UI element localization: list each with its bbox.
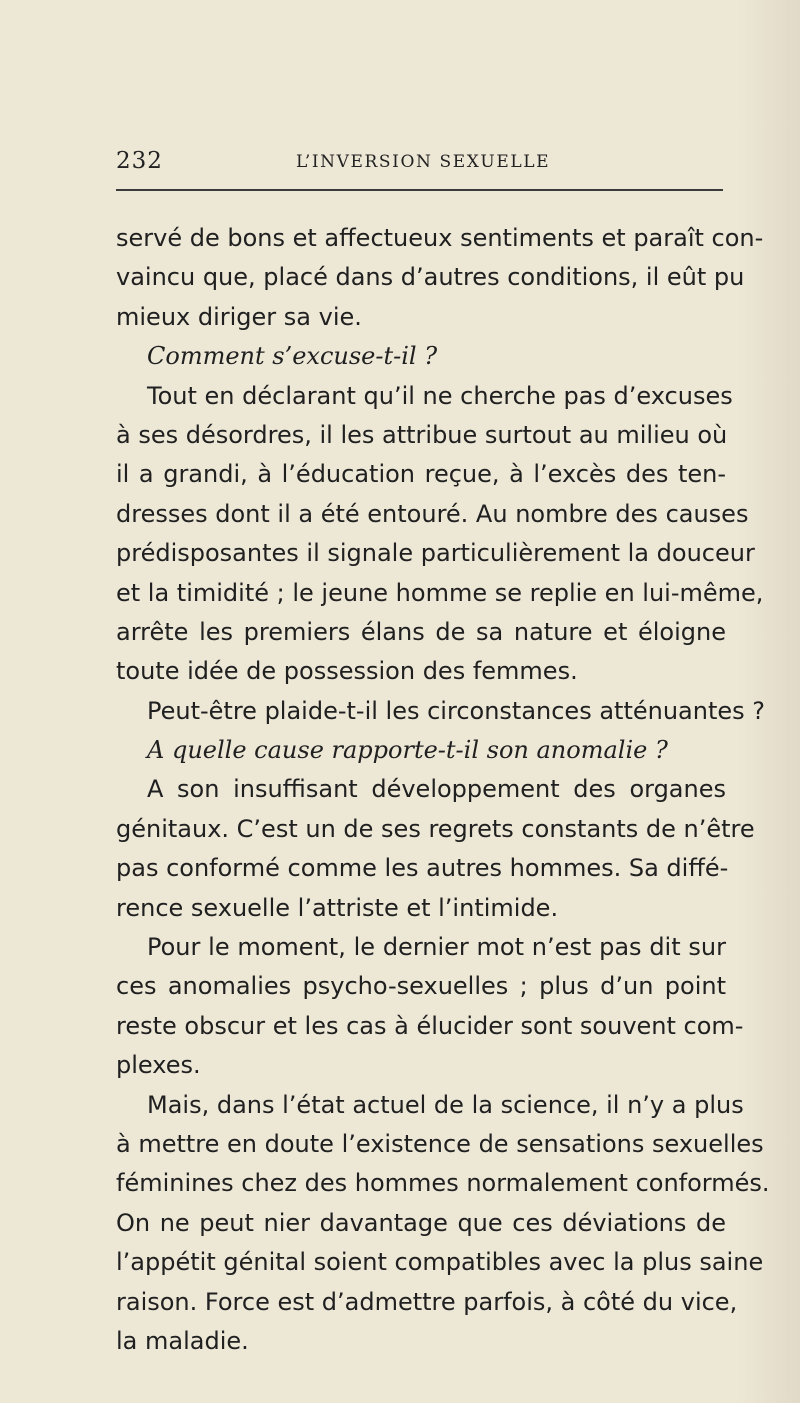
text-line: féminines chez des hommes normalement conformés. — [116, 1169, 770, 1198]
text-line: prédisposantes il signale particulièrement la douceur — [116, 539, 755, 568]
text-line: à mettre en doute l’existence de sensations sexuelles — [116, 1129, 764, 1158]
text-line: Mais, dans l’état actuel de la science, il n’y a plus — [147, 1090, 744, 1119]
text-line: A quelle cause rapporte-t-il son anomalie ? — [147, 736, 668, 765]
running-title: L’INVERSION SEXUELLE — [296, 152, 551, 172]
header-rule — [116, 189, 723, 191]
text-line: Comment s’excuse-t-il ? — [147, 342, 438, 371]
text-line: Peut-être plaide-t-il les circonstances atténuantes ? — [147, 696, 766, 725]
text-line: toute idée de possession des femmes. — [116, 657, 578, 686]
text-line: On ne peut nier davantage que ces déviations de — [116, 1208, 726, 1237]
text-line: génitaux. C’est un de ses regrets constants de n’être — [116, 814, 755, 843]
text-line: l’appétit génital soient compatibles avec la plus saine — [116, 1248, 764, 1277]
text-line: vaincu que, placé dans d’autres conditions, il eût pu — [116, 263, 745, 292]
page-number: 232 — [116, 148, 163, 174]
text-line: plexes. — [116, 1051, 201, 1080]
text-line: servé de bons et affectueux sentiments et paraît con- — [116, 224, 764, 252]
text-line: mieux diriger sa vie. — [116, 302, 362, 331]
text-line: dresses dont il a été entouré. Au nombre des causes — [116, 499, 749, 528]
text-line: il a grandi, à l’éducation reçue, à l’excès des ten- — [116, 460, 726, 489]
text-line: rence sexuelle l’attriste et l’intimide. — [116, 893, 559, 922]
text-line: raison. Force est d’admettre parfois, à côté du vice, — [116, 1287, 738, 1316]
page-header — [116, 148, 723, 178]
text-line: reste obscur et les cas à élucider sont souvent com- — [116, 1011, 744, 1040]
text-line: Tout en déclarant qu’il ne cherche pas d’excuses — [147, 381, 733, 410]
body-text — [116, 219, 770, 1361]
text-line: et la timidité ; le jeune homme se replie en lui-même, — [116, 578, 764, 607]
text-line: A son insuffisant développement des organes — [147, 775, 726, 804]
text-line: à ses désordres, il les attribue surtout au milieu où — [116, 420, 728, 449]
text-line: ces anomalies psycho-sexuelles ; plus d’un point — [116, 972, 726, 1001]
text-line: la maladie. — [116, 1326, 249, 1355]
text-line: arrête les premiers élans de sa nature et éloigne — [116, 617, 726, 646]
text-line: pas conformé comme les autres hommes. Sa diffé- — [116, 854, 729, 883]
text-line: Pour le moment, le dernier mot n’est pas dit sur — [147, 933, 726, 962]
